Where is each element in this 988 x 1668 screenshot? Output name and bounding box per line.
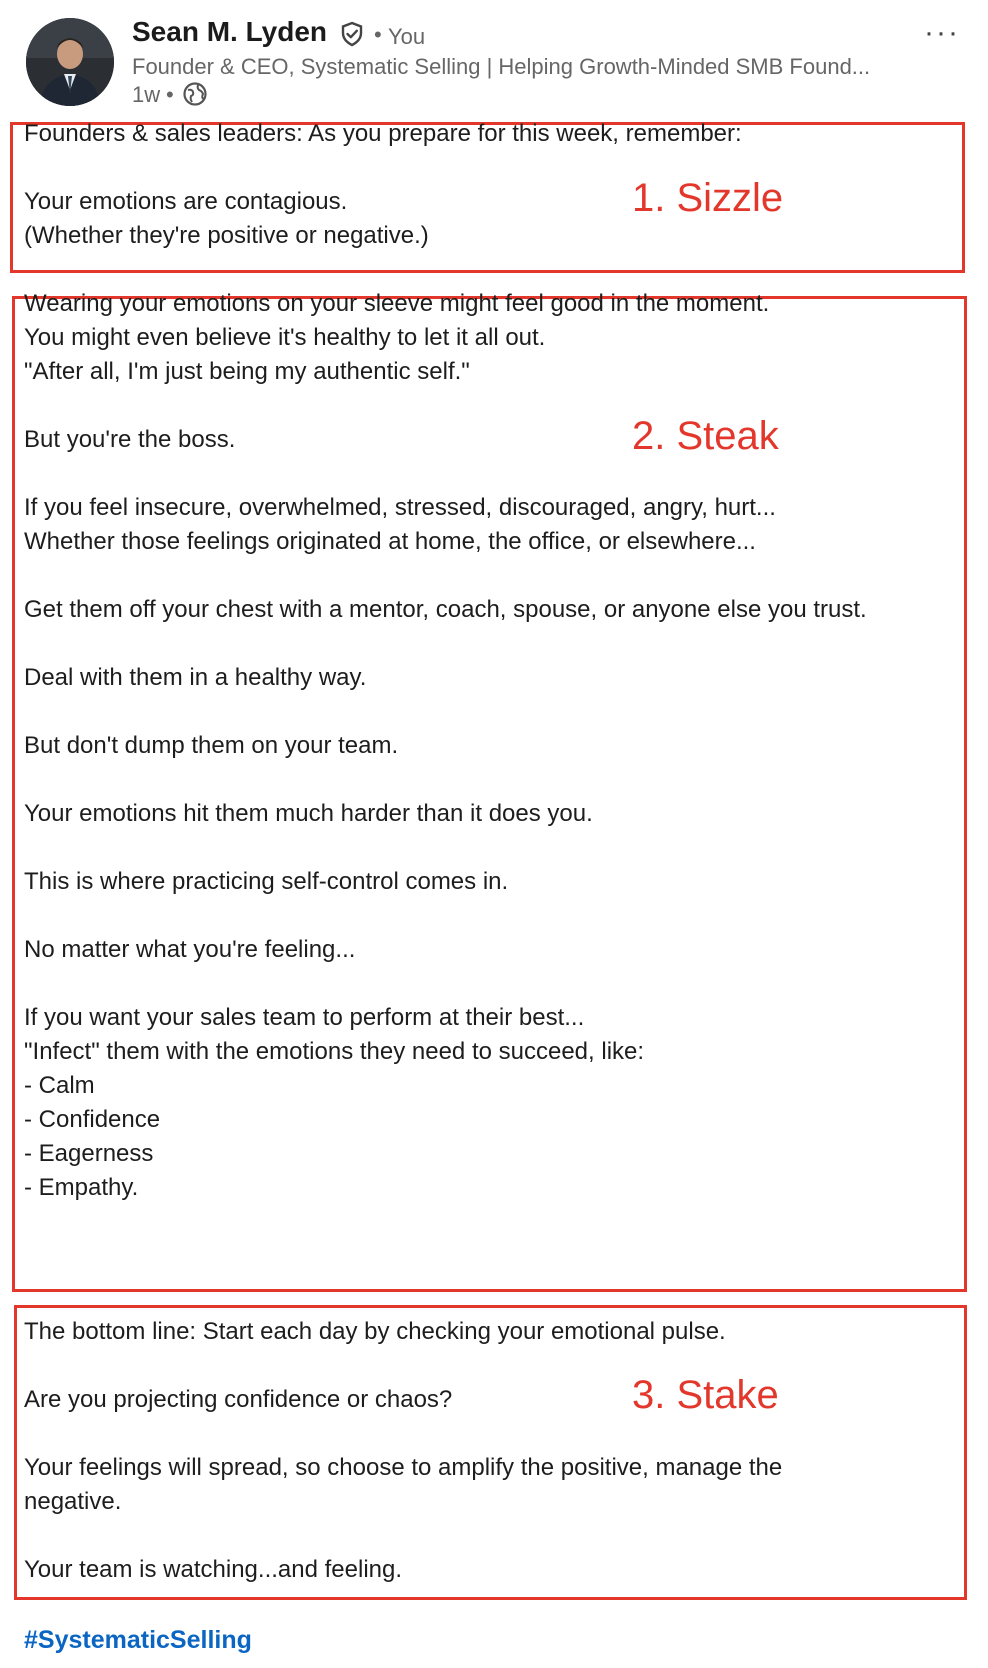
section-label-stake: 3. Stake [632,1373,779,1417]
post-text-line: Deal with them in a healthy way. [24,664,367,691]
globe-icon [182,81,208,107]
list-item: - Calm [24,1072,95,1099]
post-age: 1w [132,82,161,107]
list-item: - Confidence [24,1106,161,1133]
hashtag-link[interactable]: #SystematicSelling [24,1626,252,1654]
post-text-line: This is where practicing self-control comes in. [24,868,509,895]
relation-badge: You [388,24,426,49]
post-text-line: If you feel insecure, overwhelmed, stressed, discouraged, angry, hurt... [24,494,776,521]
post-text-line: negative. [24,1488,122,1515]
separator-dot: • [374,22,382,47]
post-text-line: You might even believe it's healthy to let it all out. [24,324,546,351]
more-options-icon[interactable]: ··· [924,16,960,49]
post-text-line: Wearing your emotions on your sleeve might feel good in the moment. [24,290,770,317]
post-text-line: The bottom line: Start each day by checking your emotional pulse. [24,1318,726,1345]
post-text-line: Your team is watching...and feeling. [24,1556,403,1583]
post-text-line: But you're the boss. [24,426,236,453]
post-text-line: (Whether they're positive or negative.) [24,222,429,249]
section-label-steak: 2. Steak [632,414,779,458]
post-text-line: Your feelings will spread, so choose to amplify the positive, manage the [24,1454,783,1481]
separator-dot: • [166,82,174,107]
post-text-line: "Infect" them with the emotions they need to succeed, like: [24,1038,645,1065]
post-text-line: But don't dump them on your team. [24,732,399,759]
section-label-sizzle: 1. Sizzle [632,176,784,220]
post-text-line: Your emotions hit them much harder than it does you. [24,800,593,827]
post-text-line: "After all, I'm just being my authentic self." [24,358,470,385]
avatar[interactable] [26,18,114,106]
verified-shield-icon [338,20,366,48]
post-text-line: Get them off your chest with a mentor, coach, spouse, or anyone else you trust. [24,596,867,623]
list-item: - Empathy. [24,1174,139,1201]
author-name[interactable]: Sean M. Lyden [132,16,328,47]
author-headline: Founder & CEO, Systematic Selling | Helping Growth-Minded SMB Found... [132,54,871,79]
post-text-line: Are you projecting confidence or chaos? [24,1386,453,1413]
post-text-line: Founders & sales leaders: As you prepare for this week, remember: [24,120,742,147]
list-item: - Eagerness [24,1140,154,1167]
post-text-line: Your emotions are contagious. [24,188,348,215]
post-text-line: If you want your sales team to perform at their best... [24,1004,585,1031]
post-text-line: No matter what you're feeling... [24,936,356,963]
post-text-line: Whether those feelings originated at home, the office, or elsewhere... [24,528,756,555]
profile-photo-icon [26,18,114,106]
